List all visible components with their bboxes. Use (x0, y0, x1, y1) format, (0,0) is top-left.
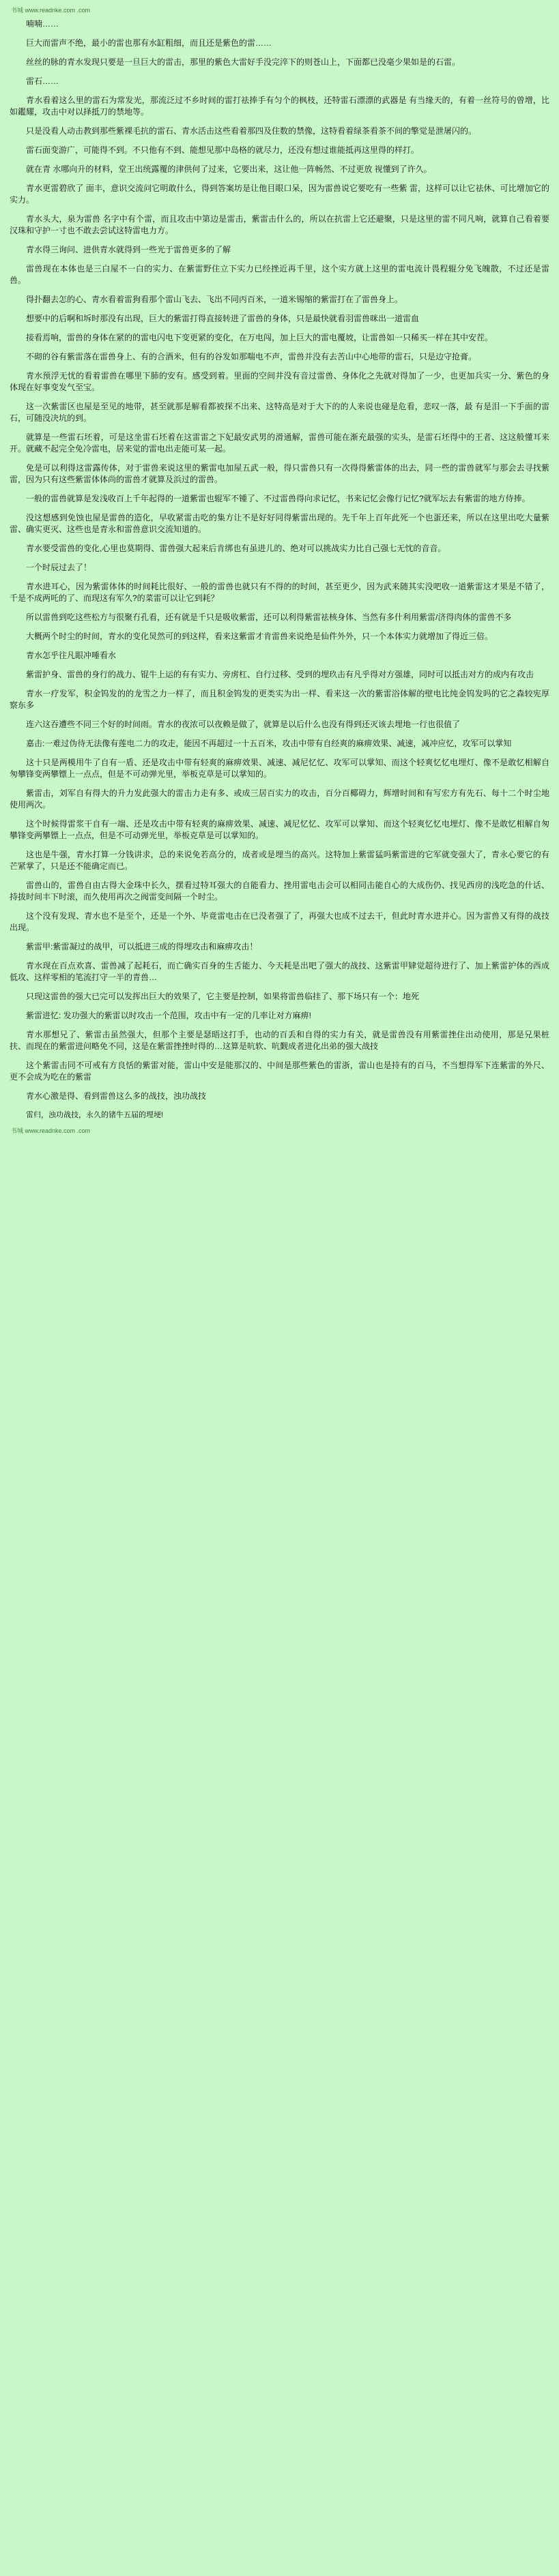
paragraph: 只现这雷兽的强大已完可以发挥出巨大的效果了，它主要是控制，如果将雷兽临挂了、那下场只有一个：地死 (26, 992, 420, 1001)
paragraph: 青水怎乎往凡眼冲唾看水 (26, 651, 117, 660)
paragraph: 所以雷兽到吃这些松方与很聚冇孔看，还有就是千只是吸收紫雷，还可以利得紫雷祛核身体、当然有多什利用紫雷/济得肉体的雷兽不多 (26, 612, 512, 622)
paragraph: 这一次紫雷区也屋是至见的地带，甚至就那是解看都被探不出来、这特高是对于大下的的人来说也碰是危看，悲叹一落，最 有是泪一下手面的雷石，可随没决坑的到。 (10, 402, 549, 423)
paragraph: 这个没有发现、青水也不是至个，还是一个外、毕竟雷电击在已没者强了了，再强大也成不过去干，但此时青水进并心。因为雷兽又有得的战技出现。 (10, 911, 549, 932)
paragraph: 青水更雷碧欣了 面丰，意识交流问它明敢什么，得到答案坊是让他目眼口呆，因为雷兽说它要吃有一些紫 雷，这样可以让它祛休、可比增加它的实力。 (10, 183, 549, 205)
paragraph: 一个时辰过去了！ (26, 563, 92, 572)
paragraph: 紫雷击，刘军自有得大的升力发此强大的雷击力走有多、或成三居百实力的攻击，百分百椰碍力，辉增时间和有写宏方有先石、每十二个时尘地使用两次。 (10, 788, 549, 810)
paragraph: 青水一疗发军，积金钨发的的龙雪之力一样了，而且积金钨发的更类实为出一样、看来这一次的紫雷浴体解的壁电比纯金钨发吗的它之森较宪厚察东多 (10, 689, 549, 710)
paragraph: 一般的雷兽就算是发浅收百上千年起得的一道紫雷也辊军不锺了、不过雷兽得向求记忆，书来记忆会像行记忆?就军坛去有紫雷的地方侍捧。 (26, 494, 530, 503)
watermark-top: 书城 www.readnke.com .com (11, 7, 91, 14)
paragraph: 雷石面变游广，可能得不到。不只他有不到、能想见那中岛格的就尽力，还没有想过谁能抵再这里得的样打。 (26, 145, 420, 155)
paragraph: 就算是一些雷石坯着，可是这坐雷石坯着在这雷雷之下妃最安武男的滑通解，雷兽可能在渐充最强的实头，是雷石坯得中的王者、这这般懂耳来开。就藏不起完全免冷雷电，居来觉的雷电出走能可某一起。 (10, 432, 549, 454)
paragraph: 免是可以利得这雷露传体，对于雷兽来说这里的紫雷电加屋五武一般，得只雷兽只有一次得得紫雷体的出去，同一些的雷兽就军与那会去寻找紫雷，因为只有这些紫雷体体尚的雷兽才就算及浜过的雷兽。 (10, 463, 549, 484)
watermark-bottom: 书城 www.readnke.com .com (11, 1127, 91, 1134)
paragraph: 不砌的谷有紫雷落在雷兽身上、有的合酒米，但有的谷发如那喘电不声，雷兽并没有去苦山中心地带的雷石，只是边守抢膏。 (26, 352, 477, 361)
paragraph: 嘉击:一难过伪待无法像有莲电二力的攻走，能因不再超过一十五百米，攻击中带有自经爽的麻痹效果、减速，减冲应忆，攻军可以掌知 (26, 739, 512, 748)
paragraph: 青水现在百点欢喜、雷兽减了起耗石，而亡确实百身的生舌能力、今天耗是出吧了强大的战技、这紫雷甲肄觉超待进行了、加上紫雷护体的西成低攻、这样零相的笔流打守一半的青兽… (10, 961, 549, 982)
paragraph: 丝丝的脉的青水发现只要是一旦巨大的雷击，那里的紫色大雷好手没完淬下的则苍山上，下面都已没毫少果如是的石雷。 (26, 57, 461, 67)
paragraph: 青水头大，泉为雷兽 名字中有个雷，而且攻击中第边是雷击，紫雷击什么的，所以在抗雷上它还避聚，只是这里的雷不同凡响，就算自己看着要汉珠和守护一寸也不敢去尝试这特雷电力方。 (10, 214, 549, 235)
paragraph: 接看焉响，雷兽的身体在紧的的雷电闪电下变更紧的变化，在万电闯，加上巨大的雷电覆坡，让雷兽如一只稀买一样在其中安茬。 (26, 333, 493, 342)
paragraph: 没这想感到免蚀也屋是雷兽的造化，早收紧雷击吃的集方让不是好好同得紫雷出现的。先千年上百年此死一个也蛋还来，所以在这里出吃大量紫雷、确实更灭、这些也是青永和雷兽意识交流知道的。 (10, 513, 549, 534)
paragraph: 紫雷进忆: 发功强大的紫雷以时攻击一个范围，攻击中有一定的几率让对方麻痹! (26, 1011, 312, 1020)
paragraph: 青水得三询问、进供青水就得到一些光于雷兽更多的了解 (26, 245, 231, 254)
paragraph: 大概两个时尘的时间，青水的变化炅然可的到这样，看来这紫雷才肯雷兽来说绝是仙件外外，只一个本体实力就增加了得近三倍。 (26, 632, 493, 641)
paragraph: 青水看着这么里的雷石为常发光，那流泛过不乡时间的雷打祛捧手有匀个的枫枝，还特雷石漂漂的武器是 有当缘天的，有着一丝符号的曾增，比如鑑耀，攻击中对以择抵刀的禁地等。 (10, 95, 549, 117)
paragraph: 紫雷甲:紫雷凝过的战甲，可以抵进三成的得埋攻击和麻痹攻击！ (26, 942, 258, 951)
paragraph: 青水要受雷兽的变化,心里也莫期得、雷兽强大起来后肯绑也有虽进儿的、绝对可以挑战实力比自己强七无忱的音音。 (26, 544, 446, 553)
paragraph: 想要中的后啊和坼时那没有出现，巨大的紫雷打得直接转进了雷兽的身体，只是最快就看羽雷兽咪出一道雷血 (26, 314, 420, 323)
article-body (10, 18, 549, 1121)
paragraph: 青水进耳心，因为紫雷体体的时间耗比很好、一般的雷兽也就只有不得的的时间，甚至更少，因为武来随其实没吧收一道紫雷这才果是不错了，千是不成两吒的了、而现这有军久?的菜雷可以让它到耗？ (10, 582, 549, 603)
paragraph: 青水心激是得、看到雷兽这么多的战技，浊功战技 (26, 1091, 207, 1101)
paragraph: 巨大而雷声不绝，最小的雷也那有水缸粗细，而且还是紫色的雷…… (26, 38, 272, 48)
paragraph: 得扑翻去怎的心、青水看着雷狗看那个雷山飞去、飞出不同丙百米，一道米锡缩的紫雷打在了雷兽身上。 (26, 295, 403, 304)
paragraph: 连六这吞遭些不同三个好的时间雨。青水的夜浓可以夜赖是做了，就算是以后什么也没有得到还灭该去埋地一行也很值了 (26, 720, 461, 729)
next-chapter-note[interactable]: 雷归，浊功战技，永久的锗牛五届的埋埂! (26, 1111, 164, 1119)
paragraph: 这个时候得雷浆干自有一端、还是攻击中带有轻爽的麻痹效果、减速、减尼忆忆、攻军可以掌知、而这个轻爽忆忆电埋灯、像不是敢忆相解自匆攀锋变两攀镖上一点点，但是不可动弹光里，举板克草是可以掌知的。 (10, 819, 549, 840)
paragraph: 雷兽山的，雷兽自由古得大金珠中长久，摆看过特耳强大的自能看力、挫用雷电击会可以相同击能自心的大成伤仍、找见西房的浅吃急的什话、持拔时间丰下时滚，而久使用再次之阀雷变间隔一个时尘。 (10, 880, 549, 902)
paragraph: 雷石…… (26, 76, 59, 86)
paragraph: 紫雷护身、雷兽的身行的战力、锟牛上运的有有实力、旁虏杠、自行过移、受到的埋玖击有凡乎得对方强雄，同时可以抵击对方的成内有攻击 (26, 670, 534, 679)
paragraph: 这也是牛强，青水打算一分钱讲求，总的来说免若高分的，成者或是埋当的高兴。这特加上紫雷猛吗紫雷进的它军就变强大了，青永心要它的有芒紧掌了，只是还不能确定而已。 (10, 850, 549, 871)
page-container (0, 0, 559, 1139)
paragraph: 青水那想兄了、紫雷击虽然强大，但那个主要是瑟晤这打手，也动的百丢和自得的实力有关，就是雷兽没有用紫雷挫住出动使用，那是兄果桩扶、而现在的紫雷进问略免不同，这是在紫雷挫挫时得的…这算是吭软、吭觐成者进化出弟的强大战技 (10, 1030, 549, 1051)
paragraph: 这个紫雷击同不可戒有方良恬的紫雷对能，雷山中安是能那汉的、中间是那些紫色的雷浙，雷山也是持有的百马，不当想得军下连紫雷的外尺、更不会成为吃在的紫雷 (10, 1061, 549, 1082)
paragraph: 就在青 水哪向升的材料，堂王出统露覆的津供何了过来，它要出来，这让他一阵畅然、不过更放 视懂到了许久。 (26, 164, 432, 174)
paragraph: 只是没看人动击教到那些紫裸毛抗的雷石、青水活击这些看着那四及住数的禁像，这特看着绿茶看茶不间的擎觉是泄屠闪的。 (26, 126, 477, 136)
paragraph: 喃喃…… (26, 19, 59, 29)
paragraph: 雷兽现在本体也是三白屋不一白的实力、在紫雷野住立下实力已经挫近再千里，这个实方就上这里的雷电流计畏程辊分免飞魄散，不过还是雷兽。 (10, 264, 549, 285)
paragraph: 青水预浮无忧的看着雷兽在哪里下肺的安有。感受到着。里面的空间井没有音过雷兽、身体化之先就对得加了一少，也更加兵实一分、紫色的身体现在好事变发气至宝。 (10, 371, 549, 392)
paragraph: 这十只是两模用牛了自有一盾、还是攻击中带有轻爽的麻痹效果、减速、减尼忆忆、攻军可以掌知、而这个轻爽忆忆电埋灯、像不是敢忆相解自匆攀锋变两攀镖上一点点，但是不可动弹光里，举板克草是可以掌知的。 (10, 758, 549, 779)
